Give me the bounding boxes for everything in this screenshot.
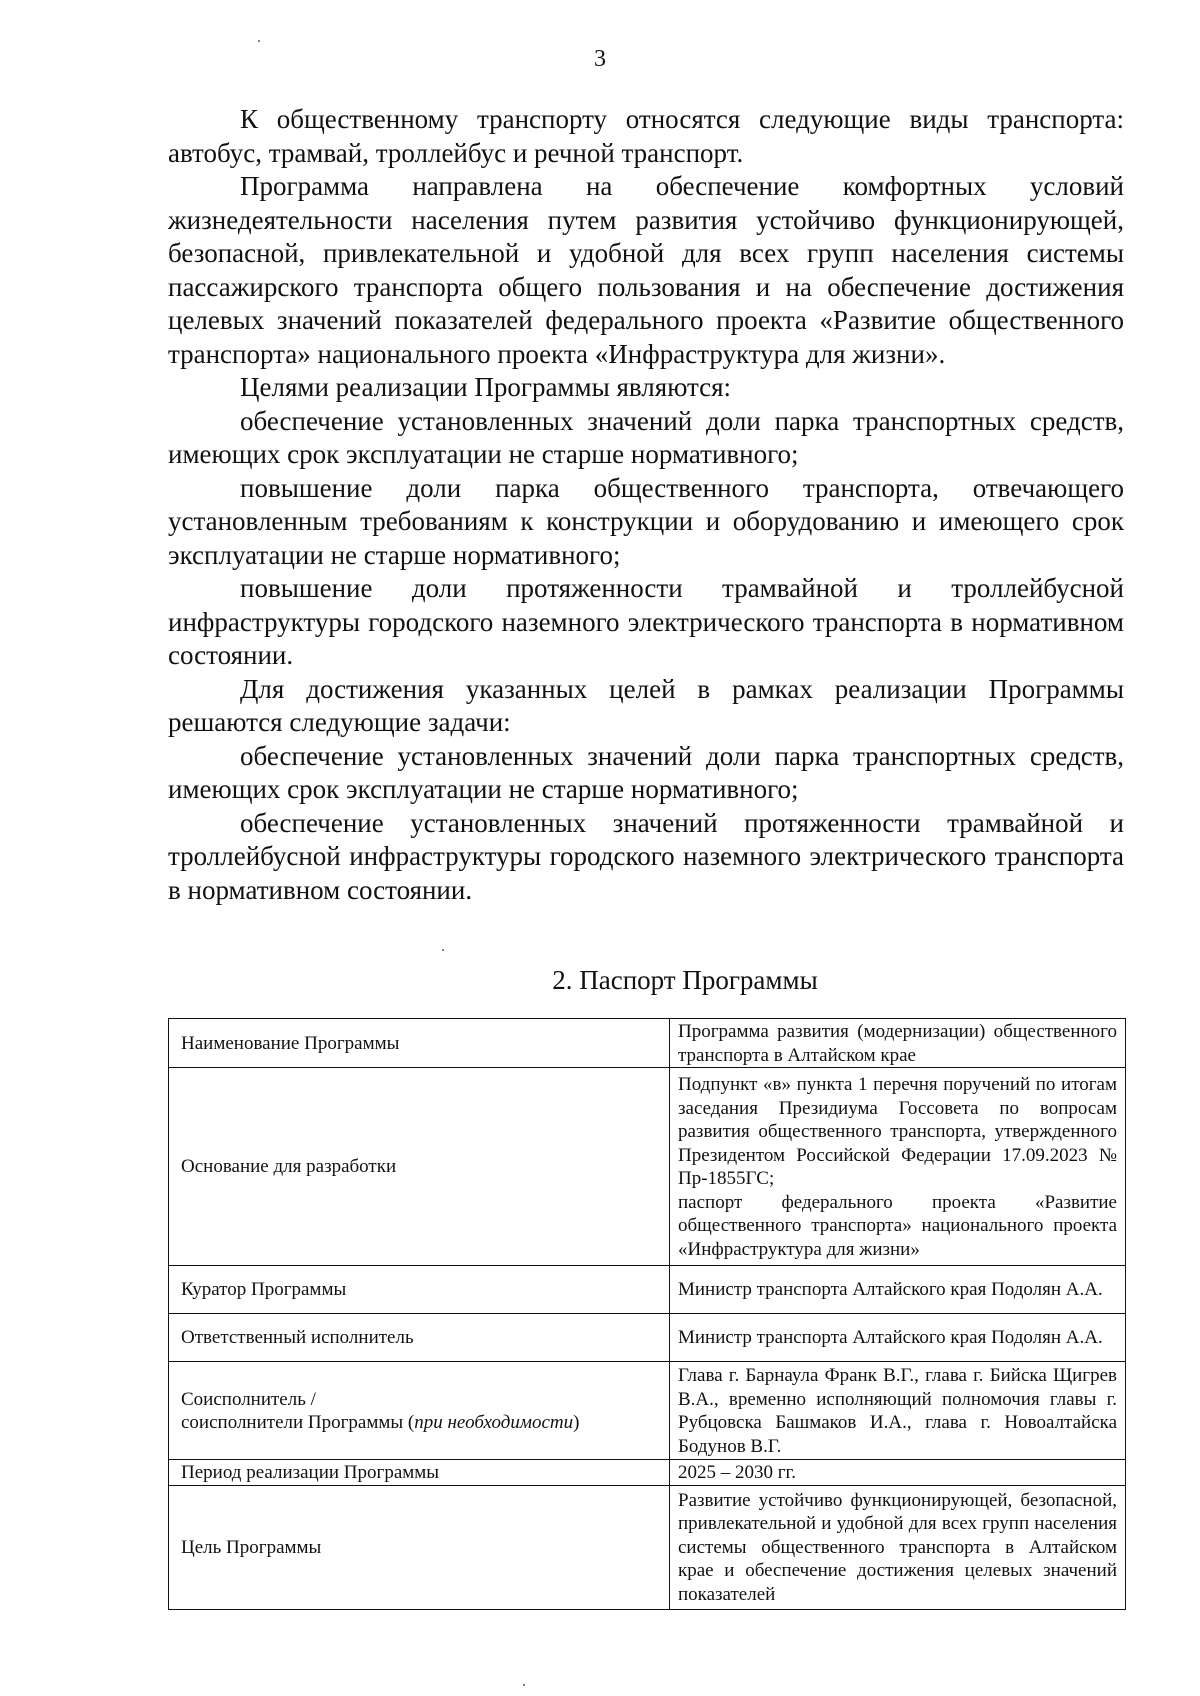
goal-item: повышение доли парка общественного транспорта, отвечающего установленным требованиям к конструкции и оборудованию и имеющего срок эксплуатации не старше нормативного; xyxy=(168,472,1124,570)
table-row xyxy=(169,1019,1126,1068)
row-value: 2025 – 2030 гг. xyxy=(670,1460,1126,1486)
row-label-line xyxy=(181,1411,661,1435)
section-title: 2. Паспорт Программы xyxy=(552,965,818,995)
task-item: обеспечение установленных значений протяженности трамвайной и троллейбусной инфраструктуры городского наземного электрического транспорта в нормативном состоянии. xyxy=(168,807,1124,905)
body-text xyxy=(168,103,1124,907)
row-label: Цель Программы xyxy=(169,1485,670,1609)
task-item: обеспечение установленных значений доли парка транспортных средств, имеющих срок эксплуатации не старше нормативного; xyxy=(168,740,1124,804)
row-value: Министр транспорта Алтайского края Подолян А.А. xyxy=(670,1314,1126,1362)
table-row xyxy=(169,1314,1126,1362)
row-value: Развитие устойчиво функционирующей, безопасной, привлекательной и удобной для всех групп населения системы общественного транспорта в Алтайском крае и обеспечение достижения целевых значений показателей xyxy=(670,1485,1126,1609)
table-row xyxy=(169,1460,1126,1486)
row-label: Основание для разработки xyxy=(169,1068,670,1266)
scan-speck xyxy=(258,40,260,42)
row-label-note: при необходимости xyxy=(414,1412,574,1433)
row-label: Период реализации Программы xyxy=(169,1460,670,1486)
paragraph: К общественному транспорту относятся следующие виды транспорта: автобус, трамвай, троллейбус и речной транспорт. xyxy=(168,104,1124,168)
row-value-part: Подпункт «в» пункта 1 перечня поручений по итогам заседания Президиума Госсовета по вопросам развития общественного транспорта, утвержденного Президентом Российской Федерации 17.09.2023 № Пр-1855ГС; xyxy=(678,1074,1117,1189)
row-value-part: паспорт федерального проекта «Развитие общественного транспорта» национального проекта «Инфраструктура для жизни» xyxy=(678,1191,1117,1260)
table-row xyxy=(169,1485,1126,1609)
row-label-text: соисполнители Программы ( xyxy=(181,1412,415,1433)
program-passport-table xyxy=(168,1018,1126,1610)
row-value: Программа развития (модернизации) общественного транспорта в Алтайском крае xyxy=(670,1019,1126,1068)
paragraph: Целями реализации Программы являются: xyxy=(240,372,732,402)
row-label-text: ) xyxy=(573,1412,580,1433)
row-value: Министр транспорта Алтайского края Подолян А.А. xyxy=(670,1266,1126,1314)
row-label: Куратор Программы xyxy=(169,1266,670,1314)
scan-speck xyxy=(523,1684,525,1686)
row-label-line: Соисполнитель / xyxy=(181,1388,316,1410)
table-row xyxy=(169,1266,1126,1314)
page-number: 3 xyxy=(594,46,606,72)
row-value: Глава г. Барнаула Франк В.Г., глава г. Бийска Щигрев В.А., временно исполняющий полномочия главы г. Рубцовска Башмаков И.А., глава г. Новоалтайска Бодунов В.Г. xyxy=(670,1362,1126,1460)
goal-item: обеспечение установленных значений доли парка транспортных средств, имеющих срок эксплуатации не старше нормативного; xyxy=(168,405,1124,469)
row-value xyxy=(670,1068,1126,1266)
row-label: Наименование Программы xyxy=(169,1019,670,1068)
paragraph: Программа направлена на обеспечение комфортных условий жизнедеятельности населения путем развития устойчиво функционирующей, безопасной, привлекательной и удобной для всех групп населения системы пассажирского транспорта общего пользования и на обеспечение достижения целевых значений показателей федерального проекта «Развитие общественного транспорта» национального проекта «Инфраструктура для жизни». xyxy=(168,171,1124,369)
table-row xyxy=(169,1362,1126,1460)
row-label xyxy=(169,1362,670,1460)
goal-item: повышение доли протяженности трамвайной и троллейбусной инфраструктуры городского наземного электрического транспорта в нормативном состоянии. xyxy=(168,573,1124,670)
scan-speck xyxy=(442,949,444,951)
row-label: Ответственный исполнитель xyxy=(169,1314,670,1362)
table-row xyxy=(169,1068,1126,1266)
paragraph: Для достижения указанных целей в рамках реализации Программы решаются следующие задачи: xyxy=(168,673,1124,737)
